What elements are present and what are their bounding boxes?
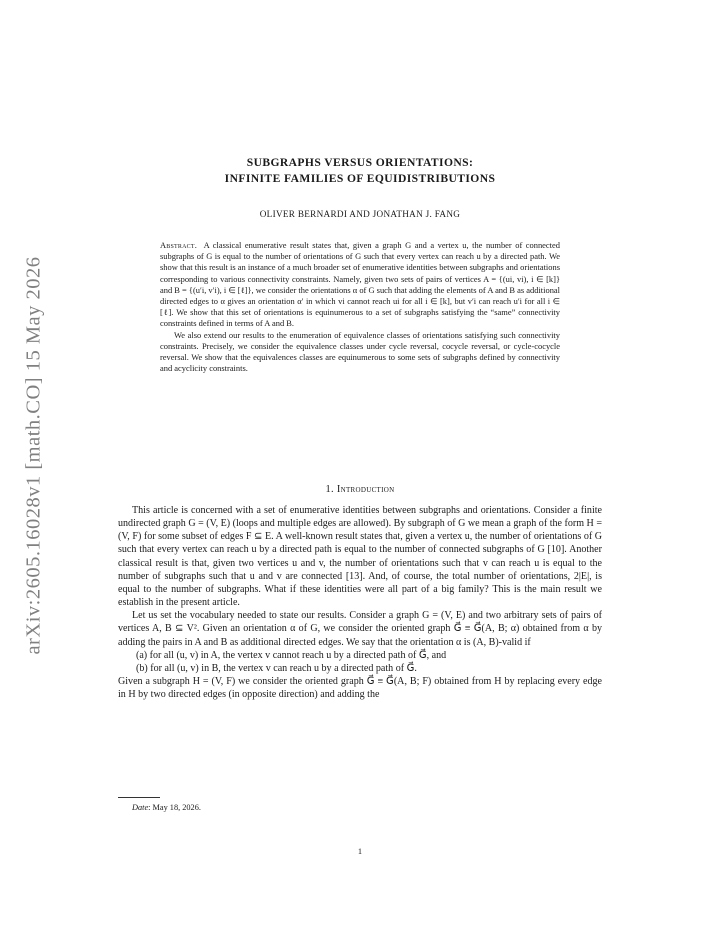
paper-title (118, 155, 602, 187)
footnote-label: Date (132, 803, 149, 812)
body-text (118, 504, 602, 701)
abstract-paragraph-2: We also extend our results to the enumeration of equivalence classes of orientations satisfying such connectivity constraints. Precisely, we consider the equivalence classes under cycle reversal, cocycle reversal, or cycle-cocycle reversal. We show that the equivalences classes are equinumerous to some sets of subgraphs defined by connectivity and acyclicity constraints. (160, 329, 560, 374)
body-paragraph-1: This article is concerned with a set of enumerative identities between subgraphs and orientations. Consider a finite undirected graph G = (V, E) (loops and multiple edges are allowed). By subgraph of G we mean a graph of the form H = (V, F) for some subset of edges F ⊆ E. A well-known result states that, given a vertex u, the number of orientations of G such that every vertex can reach u by a directed path is equal to the number of connected subgraphs of G [10]. Another classical result is that, given two vertices u and v, the number of orientations such that v can reach u is equal to the number of subgraphs such that u and v are connected [13]. And, of course, the total number of orientations, 2|E|, is equal to the number of subgraphs. What if these identities were all part of a big family? This is the main result we establish in the present article. (118, 505, 602, 609)
section-number: 1. (325, 484, 334, 495)
condition-item-b: (b) for all (u, v) in B, the vertex v can reach u by a directed path of G⃗. (136, 662, 417, 674)
arxiv-identifier: arXiv:2605.16028v1 [math.CO] 15 May 2026 (22, 255, 45, 655)
footnote-rule (118, 797, 160, 798)
section-heading (118, 484, 602, 495)
title-line-2: INFINITE FAMILIES OF EQUIDISTRIBUTIONS (224, 172, 496, 185)
abstract (160, 240, 560, 374)
author-list: OLIVER BERNARDI AND JONATHAN J. FANG (259, 209, 461, 219)
title-line-1: SUBGRAPHS VERSUS ORIENTATIONS: (246, 156, 474, 169)
abstract-paragraph-1 (160, 240, 560, 330)
arxiv-side-stamp (14, 240, 54, 670)
abstract-text-1: A classical enumerative result states that, given a graph G and a vertex u, the number of connected subgraphs of G is equal to the number of orientations of G such that every vertex can reach u by a directed path. We show that this result is an instance of a much broader set of enumerative identities between subgraphs and orientations corresponding to various connectivity constraints. Namely, given two sets of pairs of vertices A = {(ui, vi), i ∈ [k]} and B = {(u′i, v′i), i ∈ [ℓ]}, we consider the orientations α of G such that adding the elements of A and B as additional directed edges to α gives an orientation α′ in which vi cannot reach ui for all i ∈ [k], but v′i can reach u′i for all i ∈ [ℓ]. We show that this set of orientations is equinumerous to a set of subgraphs satisfying the “same” connectivity constraints defined in terms of A and B. (160, 240, 560, 329)
section-title: Introduction (336, 484, 395, 495)
body-paragraph-2: Let us set the vocabulary needed to state our results. Consider a graph G = (V, E) and two arbitrary sets of pairs of vertices A, B ⊆ V². Given an orientation α of G, we consider the oriented graph G⃗ ≡ G⃗(A, B; α) obtained from α by adding the pairs in A and B as additional directed edges. We say that the orientation α is (A, B)-valid if (118, 610, 602, 648)
footnote-text: : May 18, 2026. (148, 803, 201, 812)
page-number: 1 (357, 847, 363, 856)
body-paragraph-3: Given a subgraph H = (V, F) we consider the oriented graph G⃗ ≡ G⃗(A, B; F) obtained from H by replacing every edge in H by two directed edges (in opposite direction) and adding the (118, 676, 602, 701)
condition-item-a: (a) for all (u, v) in A, the vertex v cannot reach u by a directed path of G⃗, and (136, 649, 447, 661)
abstract-heading: Abstract. (160, 240, 198, 250)
footnote (132, 803, 201, 812)
